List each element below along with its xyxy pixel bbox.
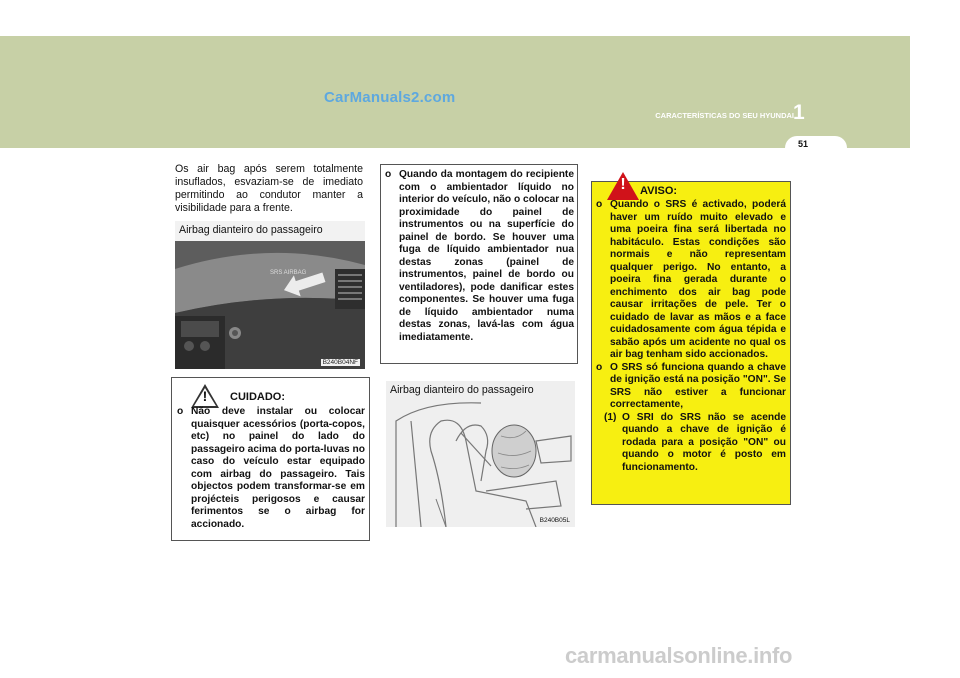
dashboard-photo [175, 221, 365, 369]
caution-body [177, 406, 365, 531]
note-body [385, 169, 574, 344]
section-title: CARACTERÍSTICAS DO SEU HYUNDAI [655, 111, 794, 120]
warning-title: AVISO: [640, 185, 678, 197]
footer-watermark[interactable]: carmanualsonline.info [565, 643, 793, 668]
bullet-marker: o [177, 406, 184, 417]
note-item [385, 169, 574, 344]
bullet-marker: o [596, 361, 603, 373]
note-box [380, 164, 578, 364]
figure-code: B240B05L [539, 517, 570, 524]
note-item-text: Quando da montagem do recipiente com o ambientador líquido no interior do veículo, não o colocar na proximidade do painel de instrumentos ou na superfície do painel de bordo. Se houver uma fuga de líquido ambientador nua destas zonas (painel de instrumentos, painel de bordo ou ventiladores), pode danificar estes componentes. Se houver uma fuga de líquido ambientador numa destas zonas, lavá-las com água imediatamente. [399, 169, 574, 343]
figure-caption: Airbag dianteiro do passageiro [390, 384, 534, 396]
exclamation-icon: ! [202, 388, 208, 404]
warning-item [596, 199, 786, 362]
warning-subitem-text: O SRI do SRS não se acende quando a chave de ignição é rodada para a posição "ON" ou quando o motor é posto em funcionamento. [622, 411, 786, 473]
subitem-marker: (1) [604, 411, 617, 423]
figure-code: B240B04NF [322, 359, 358, 366]
page-number: 51 [797, 139, 808, 149]
figure-caption: Airbag dianteiro do passageiro [179, 224, 323, 236]
caution-title: CUIDADO: [230, 391, 285, 403]
warning-subitem [596, 412, 786, 475]
dashboard-illustration [175, 221, 365, 369]
warning-box [591, 176, 791, 505]
bullet-marker: o [385, 169, 392, 180]
airbag-illustration [386, 381, 575, 527]
chapter-number: 1 [793, 101, 805, 124]
caution-item-text: Não deve instalar ou colocar quaisquer acessórios (porta-copos, etc) no painel do lado do passageiro acima do porta-luvas no caso do veículo estar equipado com airbag do passageiro. Tais objectos podem transformar-se em projécteis perigosos e causar ferimentos se o airbag for accionado. [191, 406, 365, 530]
exclamation-icon: ! [620, 176, 626, 193]
intro-paragraph: Os air bag após serem totalmente insuflados, esvaziam-se de imediato permitindo ao condutor manter a visibilidade para a frente. [175, 163, 363, 214]
warning-item [596, 362, 786, 412]
warning-body [596, 199, 786, 474]
svg-text:SRS AIRBAG: SRS AIRBAG [270, 270, 307, 276]
warning-item-text: Quando o SRS é activado, poderá haver um ruído muito elevado e uma poeira fina será libertada no habitáculo. Estas condições são normais e não representam qualquer perigo. No entanto, a poeira fina gerada durante o enchimento dos air bag pode causar irritações de pele. Ter o cuidado de lavar as mãos e a face cuidadosamente com água tépida e sabão após um acidente no qual os air bag tenham sido accionados. [610, 199, 786, 360]
passenger-airbag-drawing [386, 381, 575, 527]
watermark-link[interactable]: CarManuals2.com [324, 89, 456, 106]
bullet-marker: o [596, 199, 603, 210]
caution-box [171, 377, 370, 541]
warning-item-text: O SRS só funciona quando a chave de ignição está na posição "ON". Se SRS não estiver a funcionar correctamente, [610, 361, 786, 410]
caution-item [177, 406, 365, 531]
